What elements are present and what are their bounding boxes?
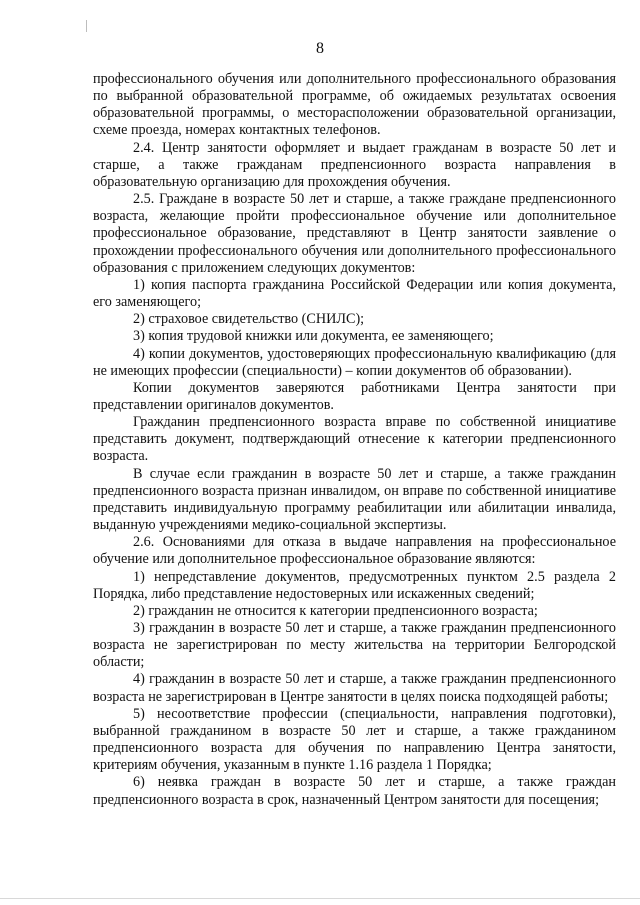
list-item-workbook: 3) копия трудовой книжки или документа, ее заменяющего; [133,328,494,345]
refusal-reason-6: 6) неявка граждан в возрасте 50 лет и старше, а также граждан предпенсионного возраста в срок, назначенный Центром занятости для посещения; [93,774,616,808]
list-item-snils: 2) страховое свидетельство (СНИЛС); [133,311,365,328]
paragraph-continuation: профессионального обучения или дополнительного профессионального образования по выбранной образовательной программе, об ожидаемых результатах освоения образовательной программы, о месторасположении образовательной организации, схеме проезда, номерах контактных телефонов. [93,71,616,139]
paragraph-disability: В случае если гражданин в возрасте 50 лет и старше, а также гражданин предпенсионного возраста признан инвалидом, он вправе по собственной инициативе представить индивидуальную программу реабилитации или абилитации инвалида, выданную учреждениями медико-социальной экспертизы. [93,465,616,534]
paragraph-2-5: 2.5. Граждане в возрасте 50 лет и старше, а также граждане предпенсионного возраста, желающие пройти профессиональное обучение или дополнительное профессиональное образование, представляют в Центр занятости заявление о прохождении профессионального обучения или дополнительного профессионального образования с приложением следующих документов: [93,191,616,276]
scan-edge-line [0,898,640,899]
refusal-reason-2: 2) гражданин не относится к категории предпенсионного возраста; [133,602,538,619]
page-number: 8 [316,40,324,57]
document-body [93,71,616,809]
list-item-qualification: 4) копии документов, удостоверяющих профессиональную квалификацию (для не имеющих профессии (специальности) – копии документов об образовании). [93,345,616,379]
paragraph-copies-certified: Копии документов заверяются работниками Центра занятости при представлении оригиналов документов. [93,379,616,413]
refusal-reason-5: 5) несоответствие профессии (специальности, направления подготовки), выбранной гражданином в возрасте 50 лет и старше, а также гражданином предпенсионного возраста для обучения по направлению Центра занятости, критериям обучения, указанным в пункте 1.16 раздела 1 Порядка; [93,705,616,774]
paragraph-2-6: 2.6. Основаниями для отказа в выдаче направления на профессиональное обучение или дополнительное профессиональное образование являются: [93,534,616,568]
list-item-passport: 1) копия паспорта гражданина Российской Федерации или копия документа, его заменяющего; [93,276,616,311]
paragraph-2-4: 2.4. Центр занятости оформляет и выдает гражданам в возрасте 50 лет и старше, а также гражданам предпенсионного возраста направления в образовательную организацию для прохождения обучения. [93,139,616,190]
refusal-reason-1: 1) непредставление документов, предусмотренных пунктом 2.5 раздела 2 Порядка, либо представление недостоверных или искаженных сведений; [93,568,616,602]
paragraph-pre-pension-document: Гражданин предпенсионного возраста вправе по собственной инициативе представить документ, подтверждающий отнесение к категории предпенсионного возраста. [93,414,616,465]
refusal-reason-3: 3) гражданин в возрасте 50 лет и старше, а также гражданин предпенсионного возраста не зарегистрирован по месту жительства на территории Белгородской области; [93,620,616,671]
refusal-reason-4: 4) гражданин в возрасте 50 лет и старше, а также гражданин предпенсионного возраста не зарегистрирован в Центре занятости в целях поиска подходящей работы; [93,671,616,705]
scan-artifact-mark [86,20,87,32]
